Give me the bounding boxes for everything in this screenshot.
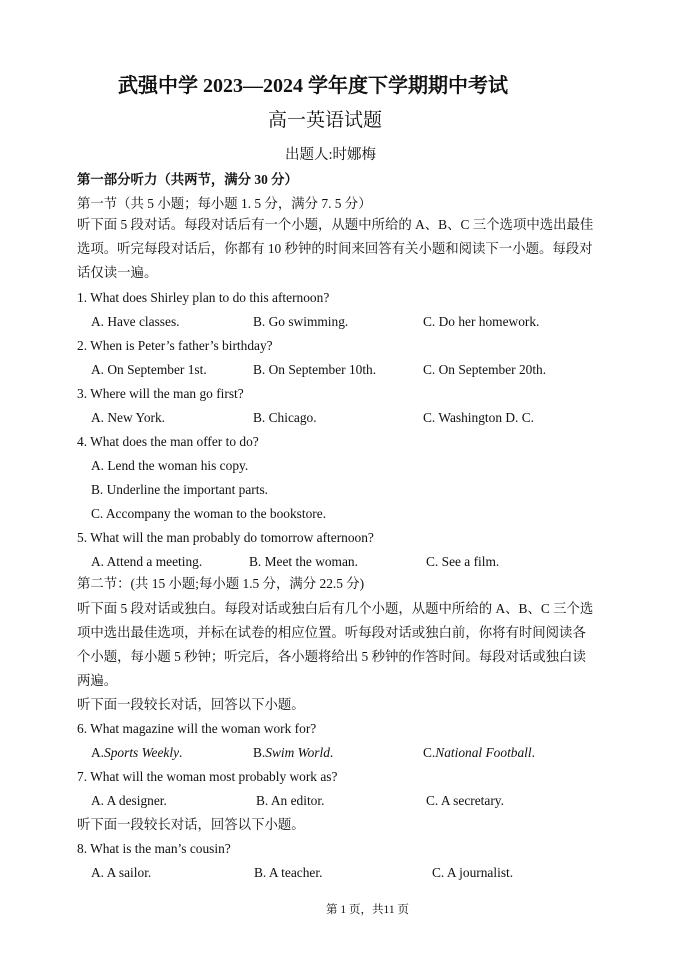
option-a: A. A designer. xyxy=(91,793,167,808)
part1-heading: 第一部分听力（共两节，满分 30 分） xyxy=(77,172,298,187)
option-title: National Football xyxy=(435,745,532,760)
option-title: Swim World xyxy=(265,745,330,760)
option-c: C. Washington D. C. xyxy=(423,410,535,425)
section2-instruction-line: 个小题，每小题 5 秒钟；听完后，各小题将给出 5 秒钟的作答时间。每段对话或独白读 xyxy=(77,649,586,664)
exam-author: 出题人:时娜梅 xyxy=(285,147,377,163)
section1-instruction-line: 听下面 5 段对话。每段对话后有一个小题，从题中所给的 A、B、C 三个选项中选出最佳 xyxy=(77,217,594,232)
option-a: A. New York. xyxy=(91,410,166,425)
question-stem: 6. What magazine will the woman work for? xyxy=(77,721,317,736)
option-b: B. Underline the important parts. xyxy=(91,482,269,497)
option-c: C. A journalist. xyxy=(432,865,514,880)
option-c: C. On September 20th. xyxy=(423,362,547,377)
option-b: B. A teacher. xyxy=(254,865,323,880)
option-c: C. Do her homework. xyxy=(423,314,540,329)
option-b xyxy=(253,745,333,761)
option-a xyxy=(91,745,182,761)
option-period: . xyxy=(179,745,183,760)
option-a: A. Lend the woman his copy. xyxy=(91,458,249,473)
option-c: C. See a film. xyxy=(426,554,500,569)
option-a: A. Have classes. xyxy=(91,314,180,329)
exam-subtitle: 高一英语试题 xyxy=(268,110,383,131)
section1-heading: 第一节（共 5 小题；每小题 1. 5 分，满分 7. 5 分） xyxy=(77,196,372,211)
option-title: Sports Weekly xyxy=(104,745,180,760)
option-c xyxy=(423,745,535,761)
option-a: A. Attend a meeting. xyxy=(91,554,203,569)
option-period: . xyxy=(329,745,334,760)
question-stem: 3. Where will the man go first? xyxy=(77,386,244,401)
exam-title: 武强中学 2023—2024 学年度下学期期中考试 xyxy=(118,75,508,97)
option-b: B. On September 10th. xyxy=(253,362,377,377)
option-b: B. Meet the woman. xyxy=(249,554,358,569)
page-word: 页 xyxy=(397,904,409,916)
section1-instruction-line: 话仅读一遍。 xyxy=(77,265,158,280)
group-note: 听下面一段较长对话，回答以下小题。 xyxy=(77,817,305,832)
option-c: C. Accompany the woman to the bookstore. xyxy=(91,506,327,521)
current-page: 1 xyxy=(340,904,347,916)
option-b: B. An editor. xyxy=(256,793,325,808)
section1-instruction-line: 选项。听完每段对话后，你都有 10 秒钟的时间来回答有关小题和阅读下一小题。每段对 xyxy=(77,241,593,256)
option-letter: C. xyxy=(423,745,436,760)
page-number xyxy=(326,901,409,917)
question-stem: 7. What will the woman most probably work as? xyxy=(77,769,338,784)
option-b: B. Go swimming. xyxy=(253,314,349,329)
option-c: C. A secretary. xyxy=(426,793,504,808)
section2-instruction-line: 听下面 5 段对话或独白。每段对话或独白后有几个小题，从题中所给的 A、B、C 三个选 xyxy=(77,601,594,616)
question-stem: 1. What does Shirley plan to do this afternoon? xyxy=(77,290,330,305)
page-word: 页，共 xyxy=(349,904,384,916)
section2-instruction-line: 两遍。 xyxy=(77,673,118,688)
option-a: A. On September 1st. xyxy=(91,362,207,377)
section2-heading: 第二节：(共 15 小题;每小题 1.5 分，满分 22.5 分) xyxy=(77,576,365,591)
question-stem: 5. What will the man probably do tomorrow afternoon? xyxy=(77,530,374,545)
section2-instruction-line: 项中选出最佳选项，并标在试卷的相应位置。听每段对话或独白前，你将有时间阅读各 xyxy=(77,625,586,640)
question-stem: 2. When is Peter’s father’s birthday? xyxy=(77,338,273,353)
option-letter: B. xyxy=(253,745,266,760)
option-b: B. Chicago. xyxy=(253,410,317,425)
option-a: A. A sailor. xyxy=(91,865,152,880)
option-period: . xyxy=(531,745,535,760)
total-pages: 11 xyxy=(383,904,395,916)
page-word: 第 xyxy=(326,904,338,916)
group-note: 听下面一段较长对话，回答以下小题。 xyxy=(77,697,305,712)
question-stem: 8. What is the man’s cousin? xyxy=(77,841,231,856)
option-letter: A. xyxy=(91,745,105,760)
question-stem: 4. What does the man offer to do? xyxy=(77,434,259,449)
